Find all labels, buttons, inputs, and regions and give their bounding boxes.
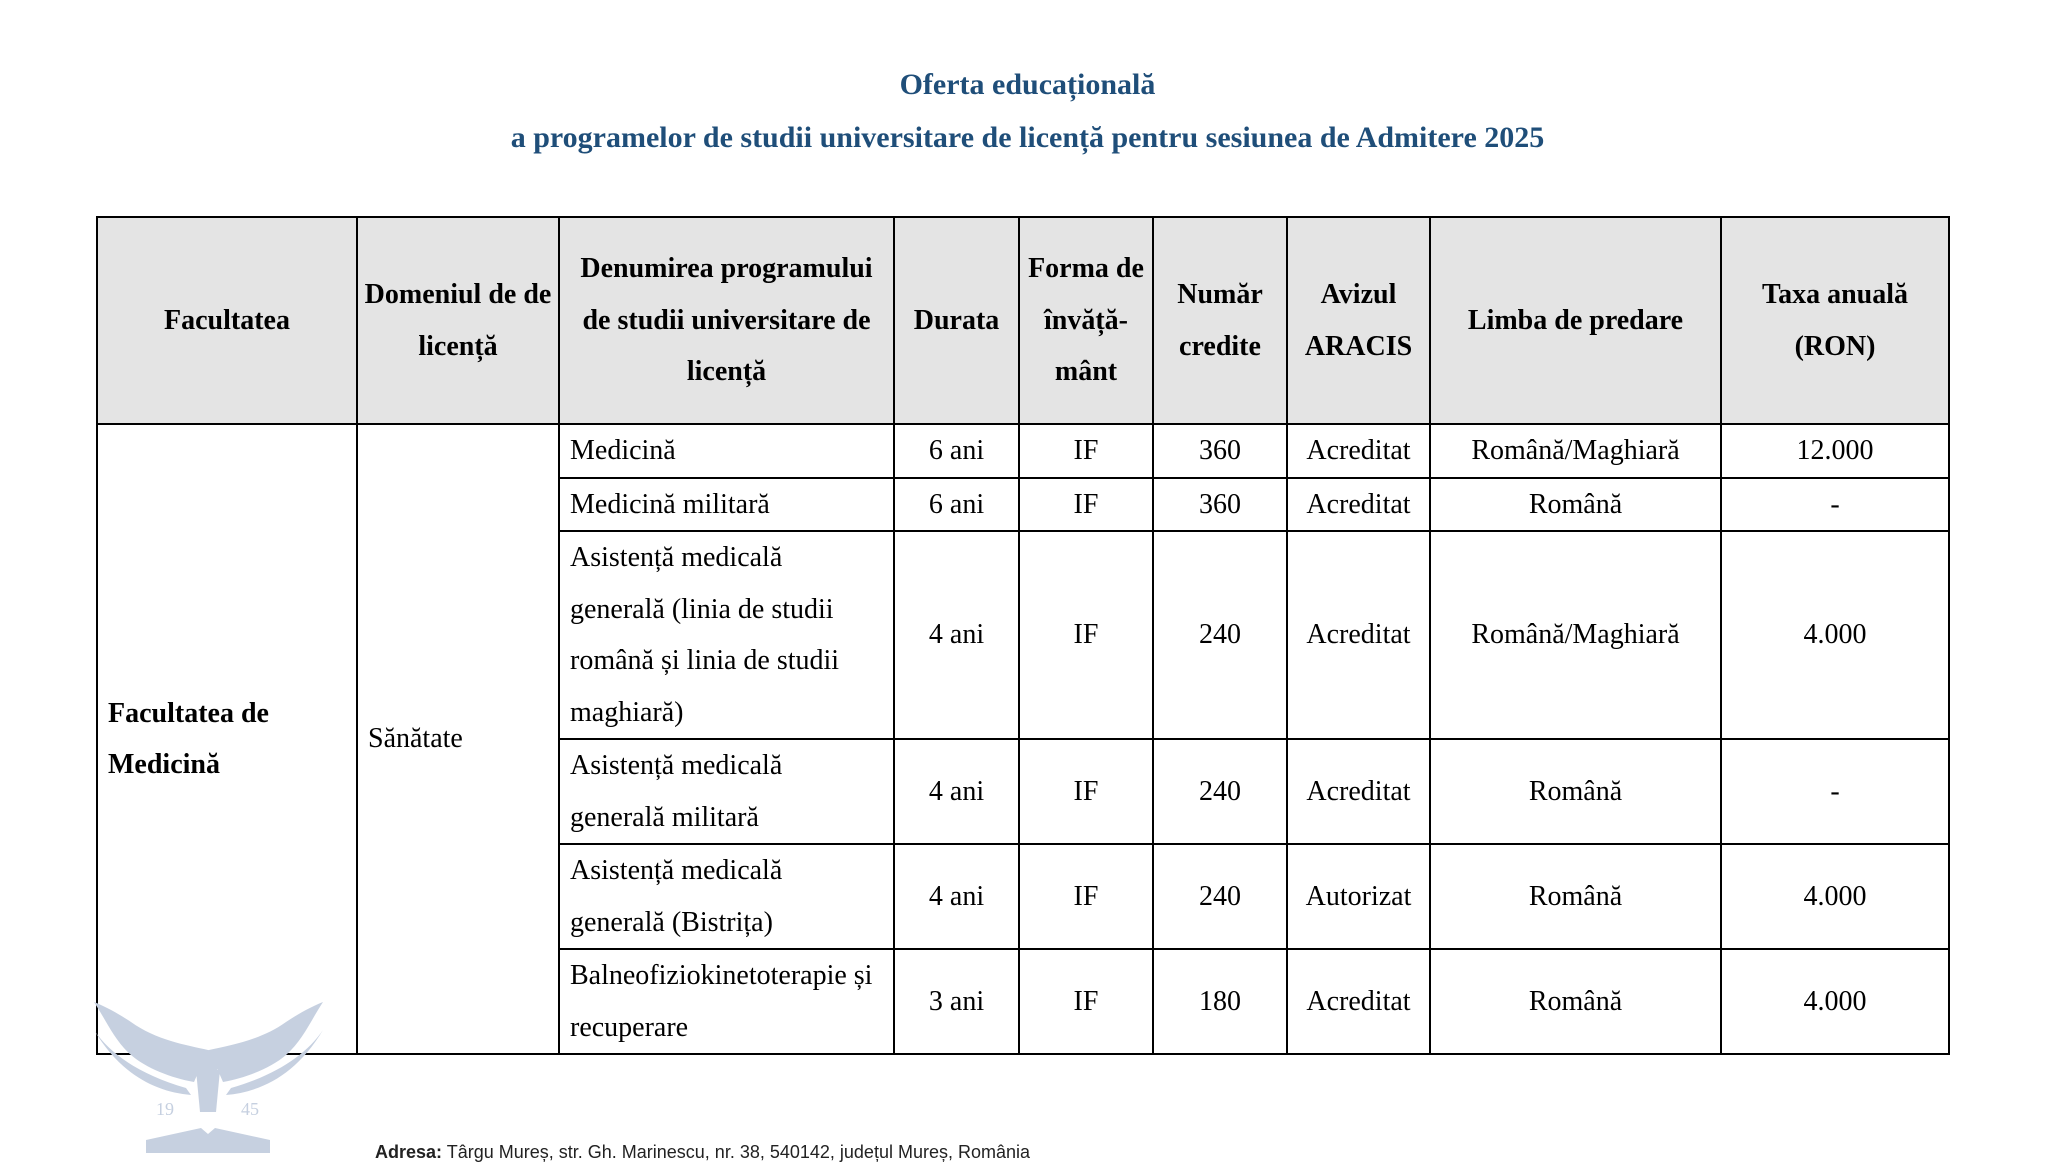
document-title: Oferta educațională: [899, 68, 1156, 101]
form-cell: IF: [1019, 478, 1153, 532]
header-duration: Durata: [894, 217, 1019, 424]
language-cell: Română: [1430, 949, 1721, 1054]
credits-cell: 240: [1153, 739, 1287, 844]
fee-cell: 12.000: [1721, 424, 1949, 478]
form-cell: IF: [1019, 739, 1153, 844]
credits-cell: 180: [1153, 949, 1287, 1054]
table-row: [97, 424, 1949, 478]
logo-year-left: 19: [156, 1099, 174, 1119]
program-cell: Balneofiziokinetoterapie și recuperare: [559, 949, 894, 1054]
aracis-cell: Autorizat: [1287, 844, 1430, 949]
fee-cell: -: [1721, 739, 1949, 844]
duration-cell: 4 ani: [894, 739, 1019, 844]
language-cell: Română/Maghiară: [1430, 531, 1721, 739]
eagle-icon: [86, 1000, 331, 1153]
credits-cell: 240: [1153, 531, 1287, 739]
language-cell: Română: [1430, 739, 1721, 844]
program-cell: Medicină militară: [559, 478, 894, 532]
duration-cell: 3 ani: [894, 949, 1019, 1054]
footer-address-text: Târgu Mureș, str. Gh. Marinescu, nr. 38, 540142, județul Mureș, România: [446, 1142, 1030, 1162]
study-programs-table: [96, 216, 1950, 1055]
program-cell: Asistență medicală generală militară: [559, 739, 894, 844]
program-cell: Medicină: [559, 424, 894, 478]
language-cell: Română: [1430, 844, 1721, 949]
form-cell: IF: [1019, 424, 1153, 478]
aracis-cell: Acreditat: [1287, 478, 1430, 532]
logo-year-right: 45: [241, 1099, 259, 1119]
header-program: Denumirea programului de studii universitare de licență: [559, 217, 894, 424]
header-domain: Domeniul de de licență: [357, 217, 559, 424]
fee-cell: 4.000: [1721, 949, 1949, 1054]
duration-cell: 4 ani: [894, 531, 1019, 739]
aracis-cell: Acreditat: [1287, 531, 1430, 739]
language-cell: Română: [1430, 478, 1721, 532]
footer-address-label: Adresa:: [375, 1142, 443, 1162]
faculty-cell: Facultatea de Medicină: [97, 424, 357, 1054]
header-study-form: Forma de învăță-mânt: [1019, 217, 1153, 424]
duration-cell: 6 ani: [894, 478, 1019, 532]
aracis-cell: Acreditat: [1287, 949, 1430, 1054]
fee-cell: 4.000: [1721, 844, 1949, 949]
aracis-cell: Acreditat: [1287, 739, 1430, 844]
aracis-cell: Acreditat: [1287, 424, 1430, 478]
duration-cell: 4 ani: [894, 844, 1019, 949]
table-header-row: [97, 217, 1949, 424]
credits-cell: 240: [1153, 844, 1287, 949]
university-eagle-logo: [86, 1000, 331, 1153]
header-language: Limba de predare: [1430, 217, 1721, 424]
credits-cell: 360: [1153, 424, 1287, 478]
program-cell: Asistență medicală generală (Bistrița): [559, 844, 894, 949]
credits-cell: 360: [1153, 478, 1287, 532]
header-fee: Taxa anuală (RON): [1721, 217, 1949, 424]
fee-cell: -: [1721, 478, 1949, 532]
fee-cell: 4.000: [1721, 531, 1949, 739]
header-credits: Număr credite: [1153, 217, 1287, 424]
language-cell: Română/Maghiară: [1430, 424, 1721, 478]
program-cell: Asistență medicală generală (linia de studii română și linia de studii maghiară): [559, 531, 894, 739]
domain-cell: Sănătate: [357, 424, 559, 1054]
document-subtitle: a programelor de studii universitare de licență pentru sesiunea de Admitere 2025: [510, 121, 1545, 154]
form-cell: IF: [1019, 531, 1153, 739]
header-faculty: Facultatea: [97, 217, 357, 424]
form-cell: IF: [1019, 844, 1153, 949]
duration-cell: 6 ani: [894, 424, 1019, 478]
form-cell: IF: [1019, 949, 1153, 1054]
header-aracis: Avizul ARACIS: [1287, 217, 1430, 424]
